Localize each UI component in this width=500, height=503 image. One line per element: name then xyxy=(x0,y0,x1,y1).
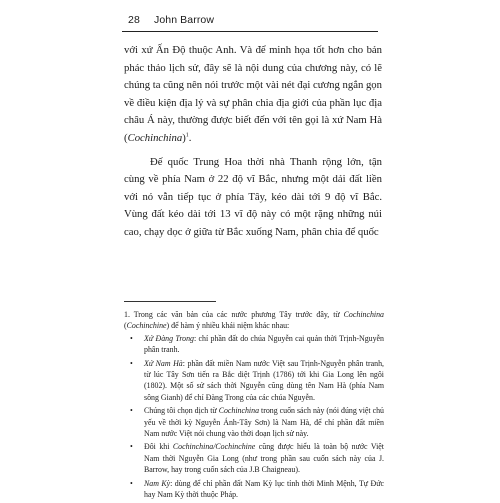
paragraph-2: Đế quốc Trung Hoa thời nhà Thanh rộng lớn, tận cùng về phía Nam ở 22 độ vĩ Bắc, nhưng một dải đất liền với nó vẫn tiếp tục ở phía Tây, kéo dài tới 9 độ vĩ Bắc. Vùng đất kéo dài tới 13 vĩ độ này có một rặng những núi cao, chạy dọc ở giữa từ Bắc xuống Nam, phân chia để quốc xyxy=(124,155,382,238)
footnote-rule xyxy=(124,301,216,302)
footnotes xyxy=(124,309,384,503)
footnote-1-intro: 1. Trong các văn bản của các nước phương Tây trước đây, từ Cochinchina (Cochinchine) để hàm ý nhiều khái niệm khác nhau: xyxy=(124,310,384,331)
book-page xyxy=(116,0,390,500)
list-item: • Chúng tôi chọn dịch từ Cochinchina trong cuốn sách này (nói đúng việt chủ yếu về thời kỳ Nguyễn Ánh-Tây Sơn) là Nam Hà, để chỉ phần đất miền Nam nước Việt nói chung vào thời đoạn lịch sử này. xyxy=(130,406,384,439)
running-header xyxy=(116,14,390,32)
list-item: • Đôi khi Cochinchina/Cochinchine cũng được hiểu là toàn bộ nước Việt Nam thời Nguyễn Gia Long (như trong phần sau cuốn sách này của J. Barrow, hay trong cuốn sách của J.B Chaigneau). xyxy=(130,442,384,475)
running-head-author: John Barrow xyxy=(154,14,215,26)
term-cochinchina: Cochinchina xyxy=(127,131,183,144)
main-text xyxy=(124,42,382,242)
paragraph-1: với xứ Ấn Độ thuộc Anh. Và để minh họa tốt hơn cho bản phác thảo lịch sử, đây sẽ là nội dung của chương này, có lẽ chúng ta cũng nên nói trước một vài nét đại cương ngắn gọn về điều kiện địa lý và sự phân chia địa giới của phần lục địa châu Á này, thường được biết đến với tên gọi là xứ Nam Hà (Cochinchina)$^1$. xyxy=(124,44,382,144)
bullet-icon: • xyxy=(130,442,133,452)
footnote-list xyxy=(124,333,384,501)
bullet-icon: • xyxy=(130,333,133,343)
list-item: • Nam Kỳ: dùng để chỉ phần đất Nam Kỳ lục tỉnh thời Minh Mệnh, Tự Đức hay Nam Kỳ thời thuộc Pháp. xyxy=(130,478,384,500)
page-number: 28 xyxy=(128,14,140,26)
bullet-icon: • xyxy=(130,406,133,416)
bullet-icon: • xyxy=(130,358,133,368)
footnote-ref-1[interactable]: 1 xyxy=(185,132,189,139)
list-item: • Xứ Nam Hà: phần đất miền Nam nước Việt sau Trịnh-Nguyễn phân tranh, từ lúc Tây Sơn tiến ra Bắc diệt Trịnh (1786) tới khi Gia Long lên ngôi (1802). Một số sử sách thời Nguyễn cũng dùng tên Nam Hà (phía Nam sông Gianh) để chỉ Đàng Trong của các chúa Nguyễn. xyxy=(130,358,385,402)
header-rule xyxy=(122,31,378,32)
bullet-icon: • xyxy=(130,478,133,488)
list-item: • Xứ Đàng Trong: chỉ phần đất do chúa Nguyễn cai quản thời Trịnh-Nguyễn phân tranh. xyxy=(130,333,385,355)
